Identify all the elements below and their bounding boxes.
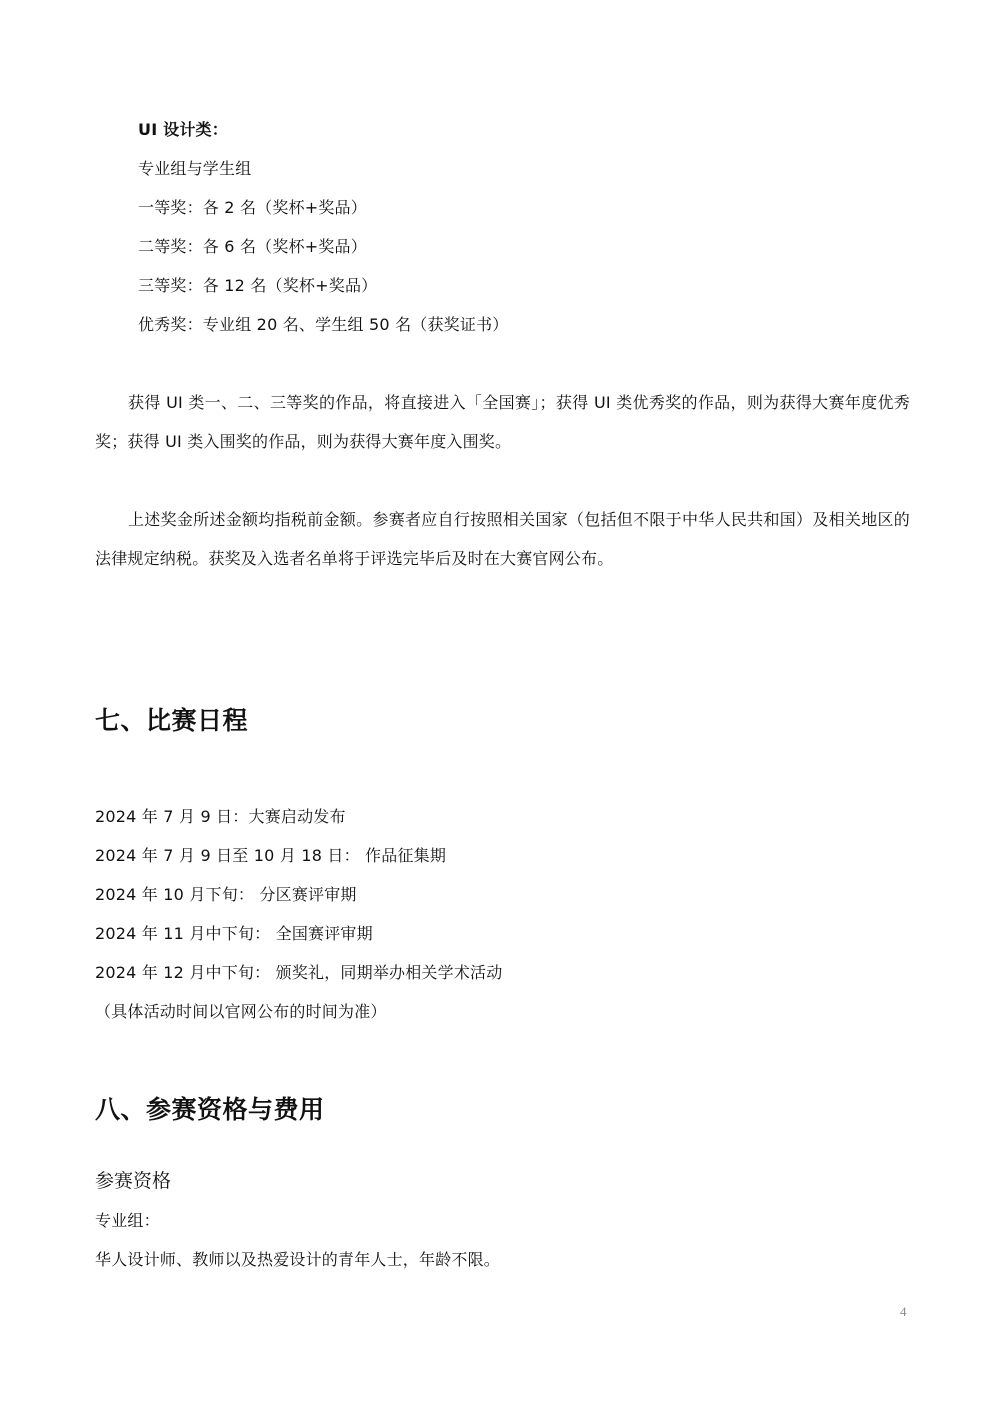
eligibility-heading: 八、参赛资格与费用 (95, 1095, 325, 1124)
second-prize-line: 二等奖：各 6 名（奖杯+奖品） (138, 237, 367, 256)
schedule-heading: 七、比赛日程 (95, 706, 249, 735)
schedule-item: 2024 年 10 月下旬： 分区赛评审期 (95, 885, 357, 904)
schedule-item: 2024 年 12 月中下旬： 颁奖礼，同期举办相关学术活动 (95, 963, 503, 982)
schedule-item: 2024 年 7 月 9 日至 10 月 18 日： 作品征集期 (95, 846, 447, 865)
groups-line: 专业组与学生组 (138, 159, 252, 178)
tax-paragraph: 上述奖金所述金额均指税前金额。参赛者应自行按照相关国家（包括但不限于中华人民共和国）及相关地区的法律规定纳税。获奖及入选者名单将于评选完毕后及时在大赛官网公布。 (95, 510, 910, 568)
schedule-item: 2024 年 7 月 9 日：大赛启动发布 (95, 807, 346, 826)
excellence-prize-line: 优秀奖：专业组 20 名、学生组 50 名（获奖证书） (138, 315, 509, 334)
third-prize-line: 三等奖：各 12 名（奖杯+奖品） (138, 276, 378, 295)
first-prize-line: 一等奖：各 2 名（奖杯+奖品） (138, 198, 367, 217)
schedule-item: 2024 年 11 月中下旬： 全国赛评审期 (95, 924, 373, 943)
ui-awards-paragraph: 获得 UI 类一、二、三等奖的作品，将直接进入「全国赛」；获得 UI 类优秀奖的作品，则为获得大赛年度优秀奖；获得 UI 类入围奖的作品，则为获得大赛年度入围奖。 (95, 393, 910, 451)
ui-category-title: UI 设计类： (138, 120, 228, 139)
eligibility-subheading: 参赛资格 (95, 1170, 172, 1192)
pro-group-label: 专业组： (95, 1211, 160, 1230)
page-number: 4 (900, 1304, 907, 1319)
pro-group-description: 华人设计师、教师以及热爱设计的青年人士，年龄不限。 (95, 1250, 501, 1269)
schedule-note: （具体活动时间以官网公布的时间为准） (95, 1002, 387, 1021)
